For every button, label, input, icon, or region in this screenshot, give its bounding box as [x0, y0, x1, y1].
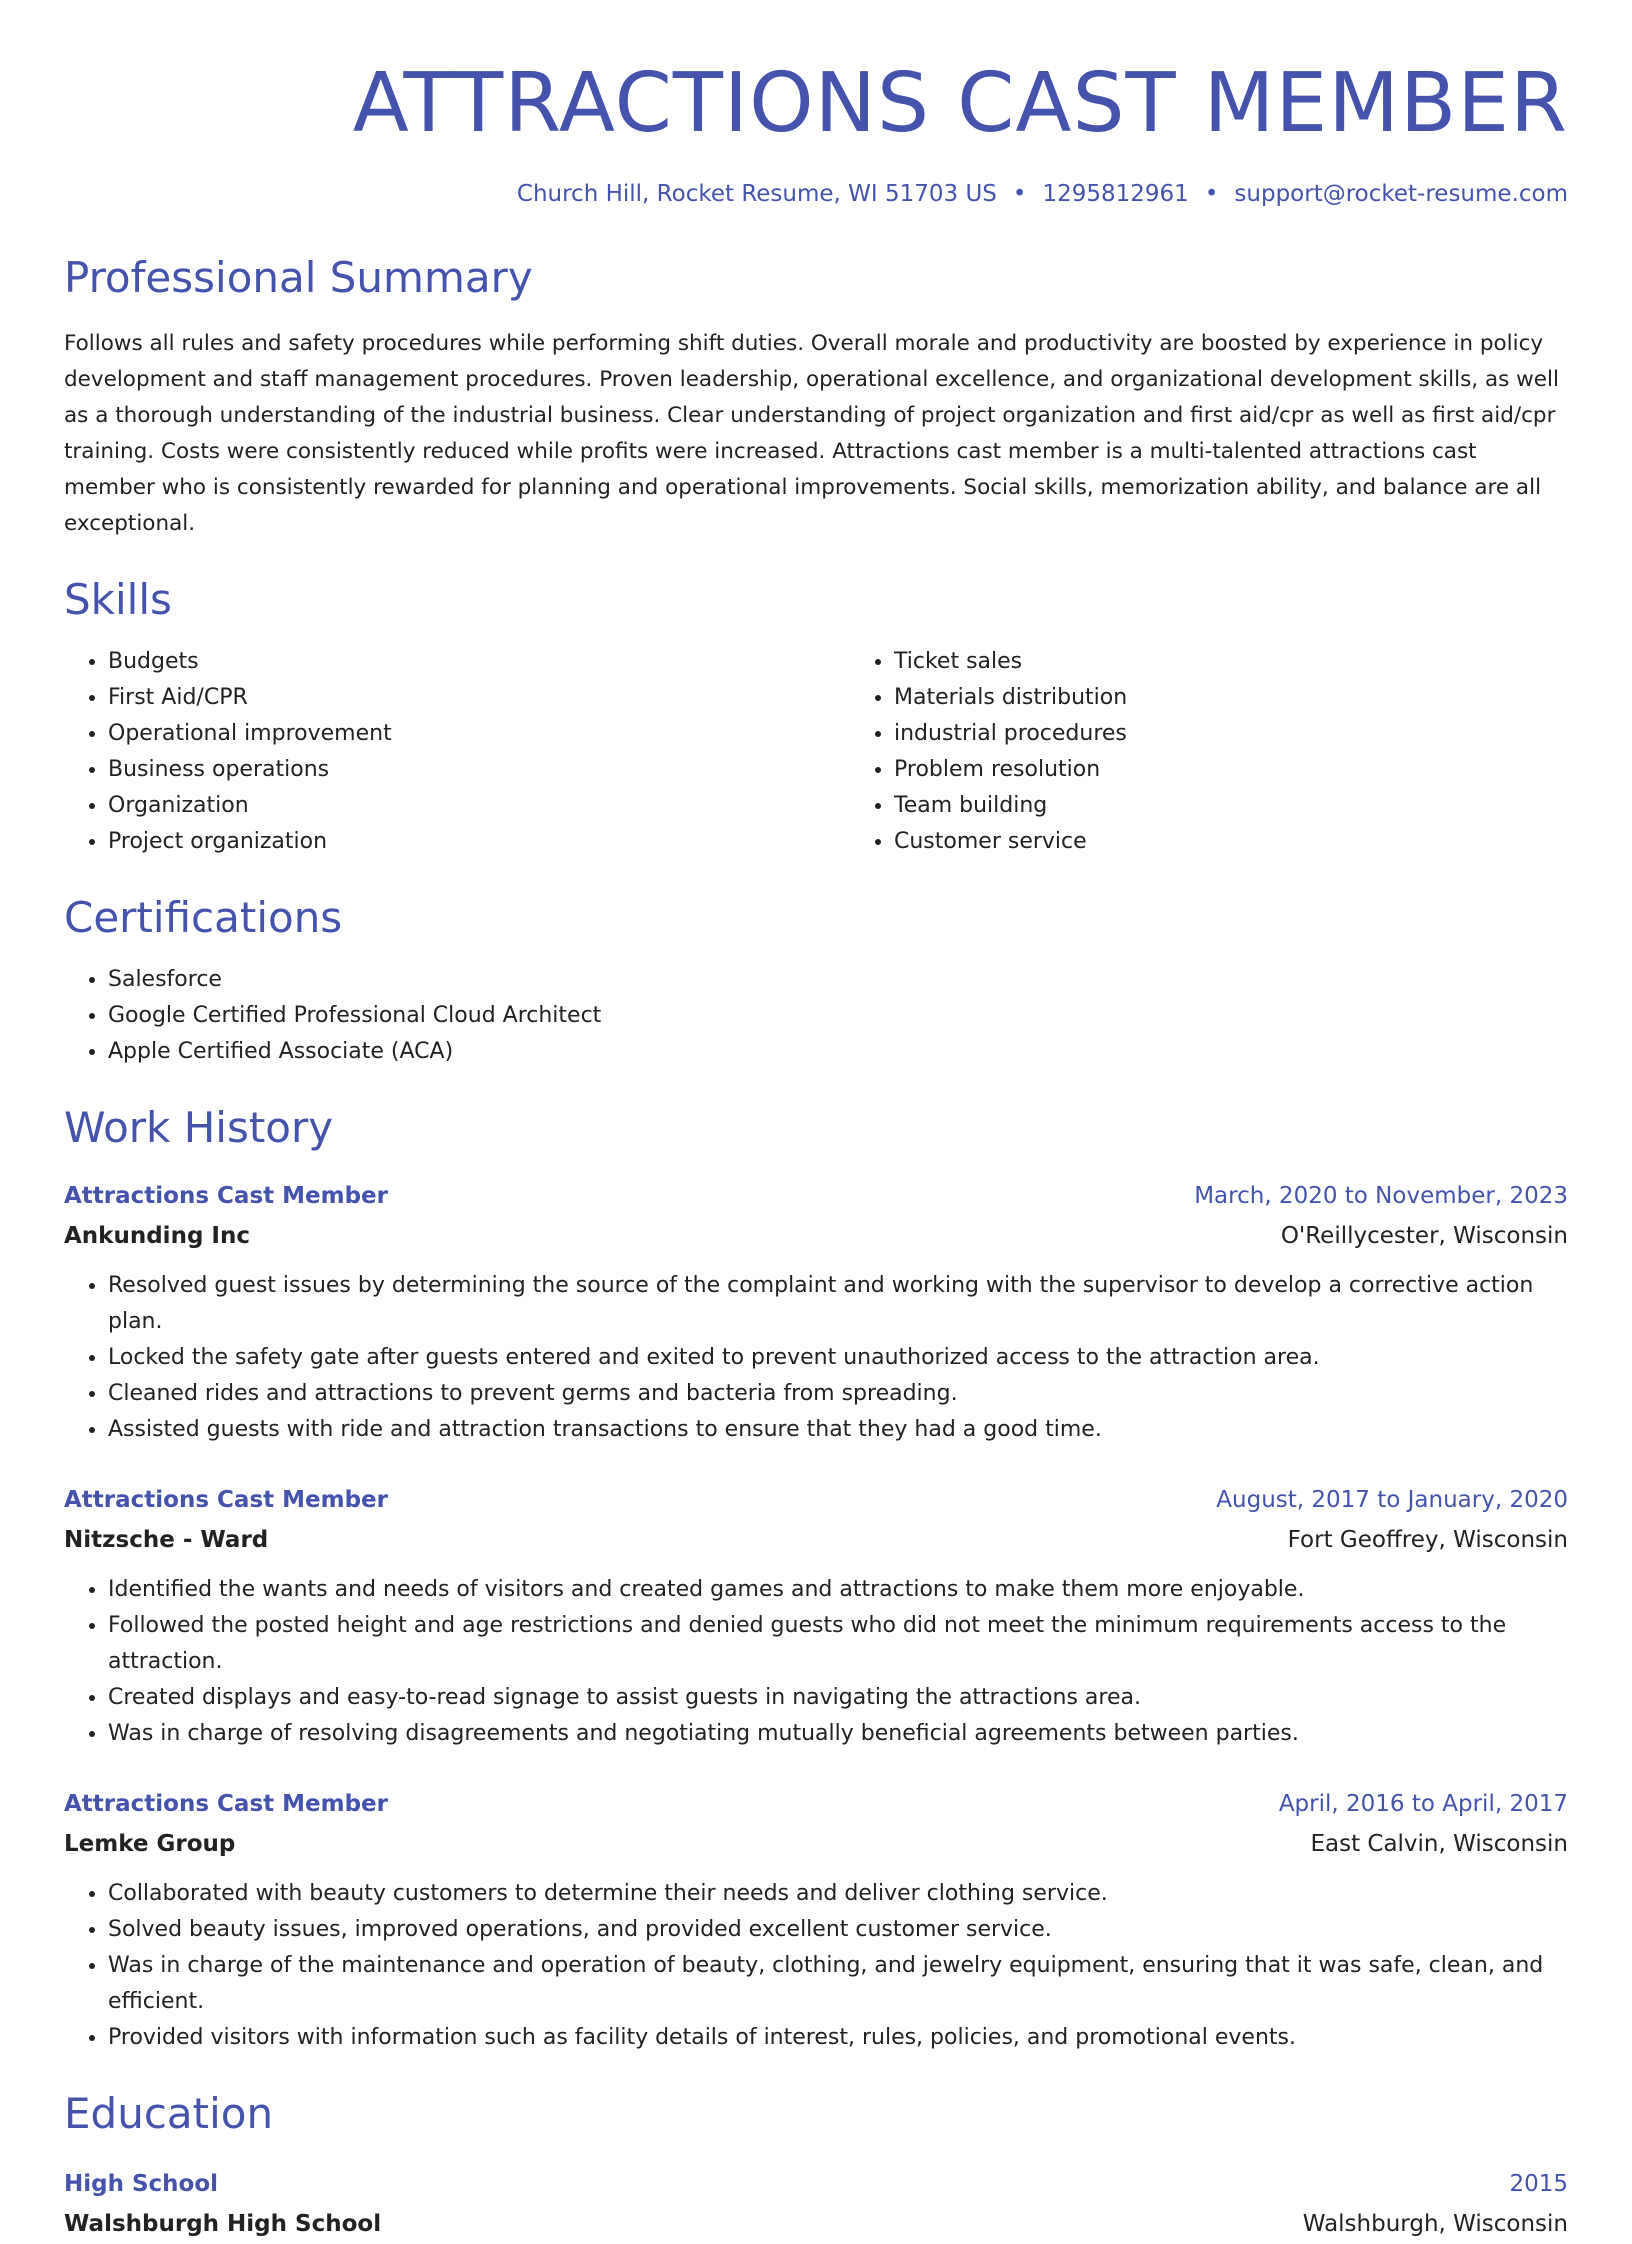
job-bullets	[64, 1572, 1568, 1752]
skill-item: • Problem resolution	[894, 752, 1568, 788]
job-company-row	[64, 1520, 1568, 1560]
contact-line	[64, 178, 1568, 210]
job-bullets	[64, 1268, 1568, 1448]
job-title: Attractions Cast Member	[64, 1791, 388, 1817]
summary-text: Follows all rules and safety procedures while performing shift duties. Overall morale and productivity are boosted by experience in policy development and staff management procedures. Proven leadership, operational excellence, and organizational development skills, as well as a thorough understanding of the industrial business. Clear understanding of project organization and first aid/cpr as well as first aid/cpr training. Costs were consistently reduced while profits were increased. Attractions cast member is a multi-talented attractions cast member who is consistently rewarded for planning and operational improvements. Social skills, memorization ability, and balance are all exceptional.	[64, 331, 1559, 536]
skills-list-left	[64, 644, 850, 860]
job-bullet: • Assisted guests with ride and attraction transactions to ensure that they had a good time.	[108, 1412, 1568, 1448]
skills-columns	[64, 644, 1568, 860]
job-entry	[64, 1480, 1568, 1752]
certification-item: • Google Certified Professional Cloud Architect	[108, 998, 1568, 1034]
education-location: Walshburgh, Wisconsin	[1302, 2211, 1568, 2237]
certification-item: • Apple Certified Associate (ACA)	[108, 1034, 1568, 1070]
skill-item: • Ticket sales	[894, 644, 1568, 680]
job-title-row	[64, 1784, 1568, 1824]
job-location: Fort Geoffrey, Wisconsin	[1287, 1527, 1568, 1553]
job-entry	[64, 1176, 1568, 1448]
skill-item: • Business operations	[108, 752, 850, 788]
job-bullet: • Collaborated with beauty customers to determine their needs and deliver clothing service.	[108, 1876, 1568, 1912]
work-history-heading: Work History	[64, 1103, 334, 1152]
job-company-row	[64, 1824, 1568, 1864]
certifications-heading: Certifications	[64, 893, 343, 942]
job-bullet: • Resolved guest issues by determining the source of the complaint and working with the supervisor to develop a corrective action plan.	[108, 1268, 1568, 1340]
contact-email: support@rocket-resume.com	[1234, 181, 1568, 207]
certifications-list	[64, 962, 1568, 1070]
skills-heading: Skills	[64, 575, 172, 624]
contact-phone: 1295812961	[1042, 181, 1189, 207]
skill-item: • Budgets	[108, 644, 850, 680]
job-dates: March, 2020 to November, 2023	[1194, 1183, 1568, 1209]
certification-item: • Salesforce	[108, 962, 1568, 998]
job-bullet: • Created displays and easy-to-read signage to assist guests in navigating the attractions area.	[108, 1680, 1568, 1716]
page-title: ATTRACTIONS CAST MEMBER	[352, 56, 1568, 151]
job-title: Attractions Cast Member	[64, 1487, 388, 1513]
skill-item: • Operational improvement	[108, 716, 850, 752]
education-school-row	[64, 2204, 1568, 2244]
job-bullet: • Was in charge of the maintenance and operation of beauty, clothing, and jewelry equipment, ensuring that it was safe, clean, and efficient.	[108, 1948, 1568, 2020]
job-company-row	[64, 1216, 1568, 1256]
education-heading: Education	[64, 2089, 274, 2138]
job-bullet: • Solved beauty issues, improved operations, and provided excellent customer service.	[108, 1912, 1568, 1948]
job-title-row	[64, 1480, 1568, 1520]
skills-list-right	[850, 644, 1568, 860]
job-bullet: • Was in charge of resolving disagreements and negotiating mutually beneficial agreements between parties.	[108, 1716, 1568, 1752]
job-bullets	[64, 1876, 1568, 2056]
job-company: Ankunding Inc	[64, 1223, 250, 1249]
job-title: Attractions Cast Member	[64, 1183, 388, 1209]
job-bullet: • Cleaned rides and attractions to prevent germs and bacteria from spreading.	[108, 1376, 1568, 1412]
job-dates: August, 2017 to January, 2020	[1216, 1487, 1568, 1513]
job-dates: April, 2016 to April, 2017	[1278, 1791, 1568, 1817]
skill-item: • Team building	[894, 788, 1568, 824]
skill-item: • Project organization	[108, 824, 850, 860]
skill-item: • Materials distribution	[894, 680, 1568, 716]
skill-item: • Customer service	[894, 824, 1568, 860]
education-year: 2015	[1509, 2171, 1568, 2197]
job-title-row	[64, 1176, 1568, 1216]
job-company: Lemke Group	[64, 1831, 236, 1857]
contact-separator: •	[1204, 181, 1219, 207]
skill-item: • industrial procedures	[894, 716, 1568, 752]
job-bullet: • Identified the wants and needs of visitors and created games and attractions to make them more enjoyable.	[108, 1572, 1568, 1608]
job-bullet: • Locked the safety gate after guests entered and exited to prevent unauthorized access to the attraction area.	[108, 1340, 1568, 1376]
job-location: O'Reillycester, Wisconsin	[1280, 1223, 1568, 1249]
job-entry	[64, 1784, 1568, 2056]
education-entry	[64, 2164, 1568, 2244]
education-school: Walshburgh High School	[64, 2211, 382, 2237]
job-location: East Calvin, Wisconsin	[1310, 1831, 1568, 1857]
contact-separator: •	[1012, 181, 1027, 207]
education-degree-row	[64, 2164, 1568, 2204]
job-company: Nitzsche - Ward	[64, 1527, 269, 1553]
summary-heading: Professional Summary	[64, 253, 533, 302]
education-degree: High School	[64, 2171, 219, 2197]
job-bullet: • Provided visitors with information such as facility details of interest, rules, policies, and promotional events.	[108, 2020, 1568, 2056]
skill-item: • Organization	[108, 788, 850, 824]
job-bullet: • Followed the posted height and age restrictions and denied guests who did not meet the minimum requirements access to the attraction.	[108, 1608, 1568, 1680]
contact-address: Church Hill, Rocket Resume, WI 51703 US	[516, 181, 997, 207]
skill-item: • First Aid/CPR	[108, 680, 850, 716]
